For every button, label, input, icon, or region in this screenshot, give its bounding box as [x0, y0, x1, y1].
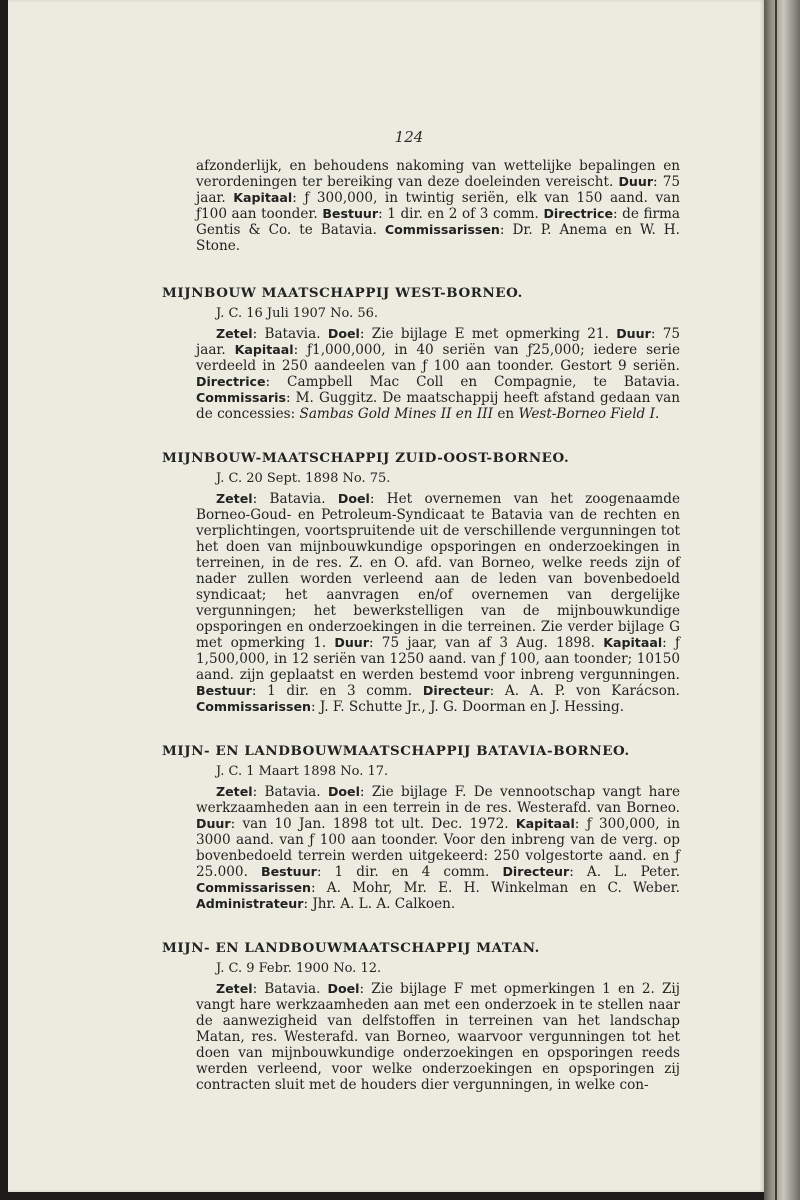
- doel-label: Doel: [327, 784, 360, 799]
- commissaris-label: Commissaris: [196, 390, 286, 405]
- administrateur-text: : Jhr. A. L. A. Calkoen.: [303, 896, 456, 912]
- bestuur-text: : 1 dir. en 2 of 3 comm.: [378, 206, 539, 222]
- zetel-text: : Batavia.: [252, 784, 321, 800]
- section-date: J. C. 1 Maart 1898 No. 17.: [216, 764, 389, 779]
- concessie-name: Sambas Gold Mines II en III: [299, 406, 493, 422]
- doel-text: : Zie bijlage F met opmerkingen 1 en 2. Zij vangt hare werkzaamheden aan met een onderzoek in te stellen naar de aanwezigheid van delfstoffen in terreinen van het landschap Matan, res. Westerafd. van Borneo, waarvoor vergunningen tot het doen van mijnbouwkundige onderzoekingen en opsporingen reeds werden verleend, voor welke onderzoekingen en opsporingen zij contracten sluit met de houders dier vergunningen, in welke con-: [196, 981, 680, 1093]
- section-date: J. C. 20 Sept. 1898 No. 75.: [216, 471, 391, 486]
- zetel-text: : Batavia.: [252, 981, 321, 997]
- directrice-text: : de firma Gentis & Co. te Batavia.: [196, 206, 681, 238]
- kapitaal-text: : ƒ 1,500,000, in 12 seriën van 1250 aand. van ƒ 100, aan toonder; 10150 aand. zijn geplaatst en werden bestemd voor inbreng vergunningen.: [196, 635, 680, 683]
- doel-label: Doel: [327, 981, 360, 996]
- section-title: MIJN- EN LANDBOUWMAATSCHAPPIJ BATAVIA-BORNEO.: [162, 743, 630, 759]
- commissarissen-label: Commissarissen: [384, 222, 500, 237]
- directeur-text: : A. A. P. von Karácson.: [489, 683, 680, 699]
- doel-label: Doel: [327, 326, 360, 341]
- directeur-label: Directeur: [502, 864, 570, 879]
- duur-label: Duur: [618, 174, 654, 189]
- kapitaal-text: : ƒ1,000,000, in 40 seriën van ƒ25,000; iedere serie verdeeld in 250 aandeelen van ƒ 100 aan toonder. Gestort 9 seriën.: [196, 342, 680, 374]
- page-number: 124: [394, 128, 424, 146]
- doel-text: : Zie bijlage E met opmerking 21.: [359, 326, 609, 342]
- section-zuid-oost-borneo: [162, 450, 680, 715]
- section-west-borneo: [162, 285, 681, 422]
- section-body: [196, 784, 680, 912]
- section-date: J. C. 16 Juli 1907 No. 56.: [216, 306, 379, 321]
- bestuur-text: : 1 dir. en 4 comm.: [316, 864, 490, 880]
- concessie-conjunction: en: [497, 406, 515, 422]
- commissarissen-label: Commissarissen: [196, 880, 311, 895]
- commissarissen-text: : Dr. P. Anema en W. H. Stone.: [196, 222, 680, 254]
- duur-label: Duur: [334, 635, 369, 650]
- zetel-label: Zetel: [216, 784, 253, 799]
- duur-label: Duur: [196, 816, 231, 831]
- section-matan: [162, 940, 680, 1093]
- directrice-label: Directrice: [543, 206, 614, 221]
- section-title: MIJN- EN LANDBOUWMAATSCHAPPIJ MATAN.: [162, 940, 540, 956]
- directeur-label: Directeur: [422, 683, 490, 698]
- section-body: [196, 326, 680, 422]
- commissarissen-text: : J. F. Schutte Jr., J. G. Doorman en J. Hessing.: [310, 699, 625, 715]
- duur-text: : van 10 Jan. 1898 tot ult. Dec. 1972.: [230, 816, 509, 832]
- zetel-text: : Batavia.: [252, 326, 321, 342]
- kapitaal-label: Kapitaal: [603, 635, 663, 650]
- bestuur-label: Bestuur: [196, 683, 252, 698]
- duur-text: : 75 jaar, van af 3 Aug. 1898.: [369, 635, 595, 651]
- zetel-text: : Batavia.: [252, 491, 326, 507]
- directrice-label: Directrice: [196, 374, 266, 389]
- kapitaal-label: Kapitaal: [233, 190, 293, 205]
- intro-lead: afzonderlijk, en behoudens nakoming van wettelijke bepalingen en verordeningen ter bereiking van deze doeleinden vereischt.: [196, 158, 680, 190]
- section-body: [196, 981, 680, 1093]
- duur-text: : 75 jaar.: [196, 174, 681, 206]
- section-title: MIJNBOUW-MAATSCHAPPIJ ZUID-OOST-BORNEO.: [162, 450, 570, 466]
- commissaris-text: : M. Guggitz. De maatschappij heeft afstand gedaan van de concessies:: [196, 390, 680, 422]
- doel-text: : Het overnemen van het zoogenaamde Borneo-Goud- en Petroleum-Syndicaat te Batavia van de rechten en verplichtingen, voortspruitende uit de verschillende vergunningen tot het doen van mijnbouwkundige opsporingen en onderzoekingen in terreinen, in de res. Z. en O. afd. van Borneo, welke reeds zijn of nader zullen worden verleend aan de leden van bovenbedoeld syndicaat; het aanvragen en/of overnemen van dergelijke vergunningen; het bewerkstelligen van de mijnbouwkundige opsporingen en onderzoekingen in die terreinen. Zie verder bijlage G met opmerking 1.: [196, 491, 680, 651]
- section-title: MIJNBOUW MAATSCHAPPIJ WEST-BORNEO.: [162, 285, 523, 301]
- doel-text: : Zie bijlage F. De vennootschap vangt hare werkzaamheden aan in een terrein in de res. Westerafd. van Borneo.: [196, 784, 681, 816]
- commissarissen-label: Commissarissen: [196, 699, 311, 714]
- directeur-text: : A. L. Peter.: [569, 864, 681, 880]
- directrice-text: : Campbell Mac Coll en Compagnie, te Batavia.: [265, 374, 680, 390]
- intro-paragraph: [196, 158, 680, 254]
- gutter-line: [775, 0, 777, 1200]
- kapitaal-text: : ƒ 300,000, in twintig seriën, elk van 150 aand. van ƒ100 aan toonder.: [196, 190, 680, 222]
- page-content: [162, 158, 681, 1093]
- zetel-label: Zetel: [216, 491, 253, 506]
- kapitaal-text: : ƒ 300,000, in 3000 aand. van ƒ 100 aan toonder. Voor den inbreng van de verg. op bovenbedoeld terrein werden uitgekeerd: 250 volgestorte aand. en ƒ 25.000.: [196, 816, 680, 880]
- bestuur-text: : 1 dir. en 3 comm.: [251, 683, 413, 699]
- section-batavia-borneo: [162, 743, 681, 912]
- bestuur-label: Bestuur: [322, 206, 379, 221]
- kapitaal-label: Kapitaal: [515, 816, 575, 831]
- kapitaal-label: Kapitaal: [234, 342, 294, 357]
- zetel-label: Zetel: [216, 326, 253, 341]
- concessie-name-2: West-Borneo Field I.: [518, 406, 660, 422]
- duur-label: Duur: [616, 326, 651, 341]
- doel-label: Doel: [337, 491, 370, 506]
- book-gutter: [764, 0, 800, 1200]
- section-date: J. C. 9 Febr. 1900 No. 12.: [216, 961, 382, 976]
- section-body: [196, 491, 680, 715]
- commissarissen-text: : A. Mohr, Mr. E. H. Winkelman en C. Weber.: [310, 880, 680, 896]
- duur-text: : 75 jaar.: [196, 326, 681, 358]
- bestuur-label: Bestuur: [261, 864, 317, 879]
- zetel-label: Zetel: [216, 981, 253, 996]
- administrateur-label: Administrateur: [196, 896, 304, 911]
